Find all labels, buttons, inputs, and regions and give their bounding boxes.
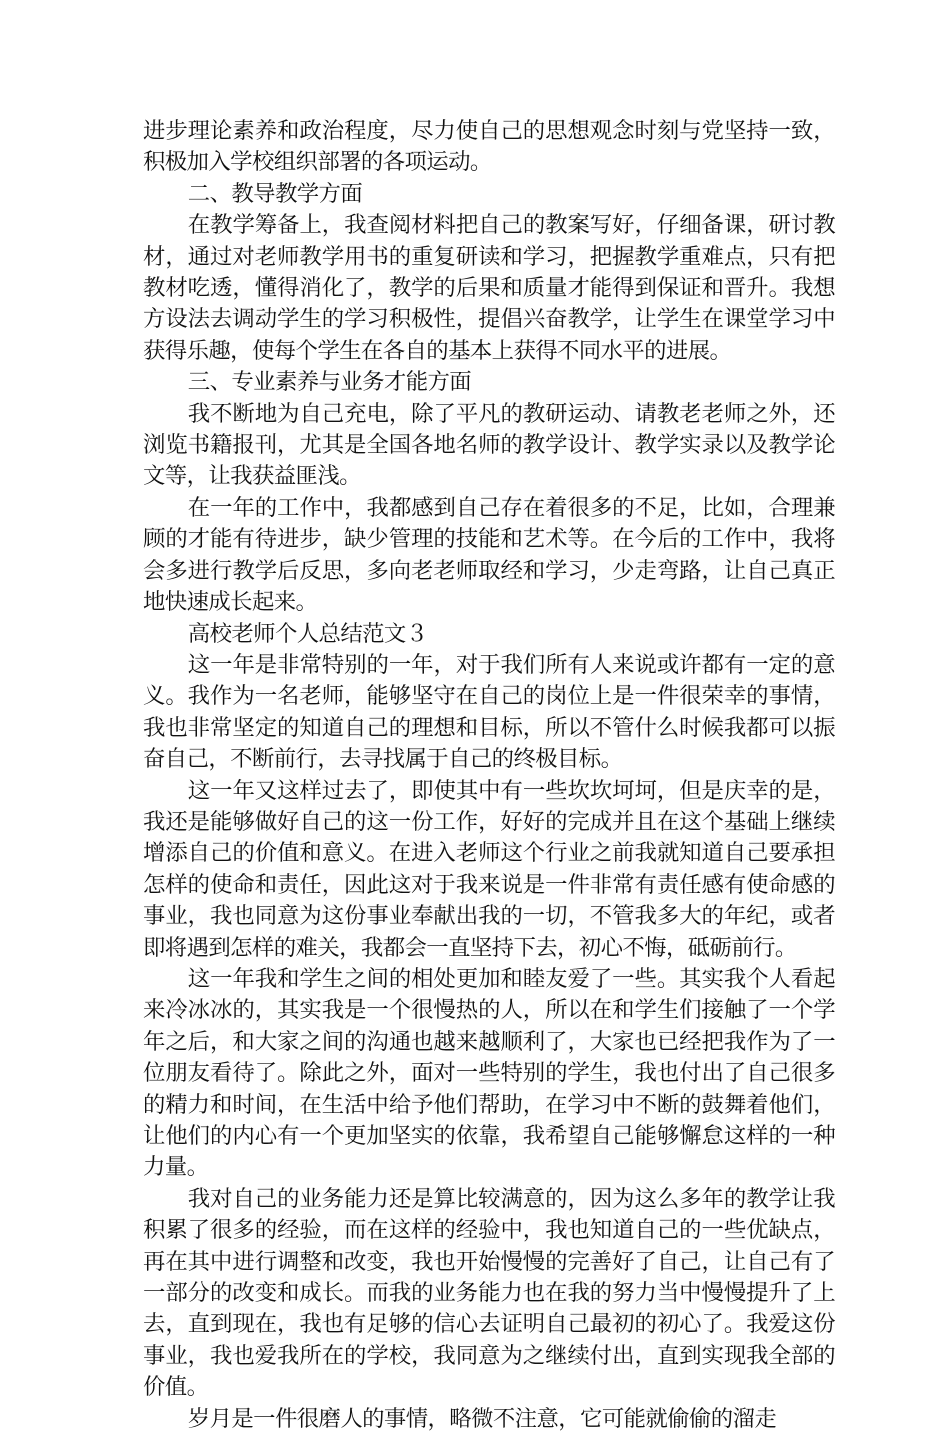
paragraph-self-improvement: 我不断地为自己充电，除了平凡的教研运动、请教老老师之外，还浏览书籍报刊，尤其是全国各地名师的教学设计、教学实录以及教学论文等，让我获益匪浅。 [143,400,835,490]
section-heading-sample-3: 高校老师个人总结范文３ [187,620,428,647]
paragraph-teaching-preparation: 在教学筹备上，我查阅材料把自己的教案写好，仔细备课，研讨教材，通过对老师教学用书的重复研读和学习，把握教学重难点，只有把教材吃透，懂得消化了，教学的后果和质量才能得到保证和晋升。我想方设法去调动学生的学习积极性，提倡兴奋教学，让学生在课堂学习中获得乐趣，使每个学生在各自的基本上获得不同水平的进展。 [143,212,835,364]
paragraph-shortcomings: 在一年的工作中，我都感到自己存在着很多的不足，比如，合理兼顾的才能有待进步，缺少管理的技能和艺术等。在今后的工作中，我将会多进行教学后反思，多向老老师取经和学习，少走弯路，让自己真正地快速成长起来。 [143,494,835,616]
paragraph-continued: 进步理论素养和政治程度，尽力使自己的思想观念时刻与党坚持一致，积极加入学校组织部署的各项运动。 [143,118,835,176]
paragraph-ability: 我对自己的业务能力还是算比较满意的，因为这么多年的教学让我积累了很多的经验，而在这样的经验中，我也知道自己的一些优缺点，再在其中进行调整和改变，我也开始慢慢的完善好了自己，让自己有了一部分的改变和成长。而我的业务能力也在我的努力当中慢慢提升了上去，直到现在，我也有足够的信心去证明自己最初的初心了。我爱这份事业，我也爱我所在的学校，我同意为之继续付出，直到实现我全部的价值。 [143,1185,835,1401]
section-heading-teaching: 二、教导教学方面 [187,180,363,207]
paragraph-special-year: 这一年是非常特别的一年，对于我们所有人来说或许都有一定的意义。我作为一名老师，能够坚守在自己的岗位上是一件很荣幸的事情，我也非常坚定的知道自己的理想和目标，所以不管什么时候我都可以振奋自己，不断前行，去寻找属于自己的终极目标。 [143,651,835,773]
section-heading-professional: 三、专业素养与业务才能方面 [187,369,472,396]
paragraph-time: 岁月是一件很磨人的事情，略微不注意，它可能就偷偷的溜走 [187,1405,777,1432]
document-page [143,116,835,1435]
paragraph-mission: 这一年又这样过去了，即使其中有一些坎坎坷坷，但是庆幸的是，我还是能够做好自己的这一份工作，好好的完成并且在这个基础上继续增添自己的价值和意义。在进入老师这个行业之前我就知道自己要承担怎样的使命和责任，因此这对于我来说是一件非常有责任感有使命感的事业，我也同意为这份事业奉献出我的一切，不管我多大的年纪，或者即将遇到怎样的难关，我都会一直坚持下去，初心不悔，砥砺前行。 [143,777,835,961]
paragraph-students: 这一年我和学生之间的相处更加和睦友爱了一些。其实我个人看起来冷冰冰的，其实我是一个很慢热的人，所以在和学生们接触了一个学年之后，和大家之间的沟通也越来越顺利了，大家也已经把我作为了一位朋友看待了。除此之外，面对一些特别的学生，我也付出了自己很多的精力和时间，在生活中给予他们帮助，在学习中不断的鼓舞着他们，让他们的内心有一个更加坚实的依靠，我希望自己能够懈怠这样的一种力量。 [143,965,835,1181]
